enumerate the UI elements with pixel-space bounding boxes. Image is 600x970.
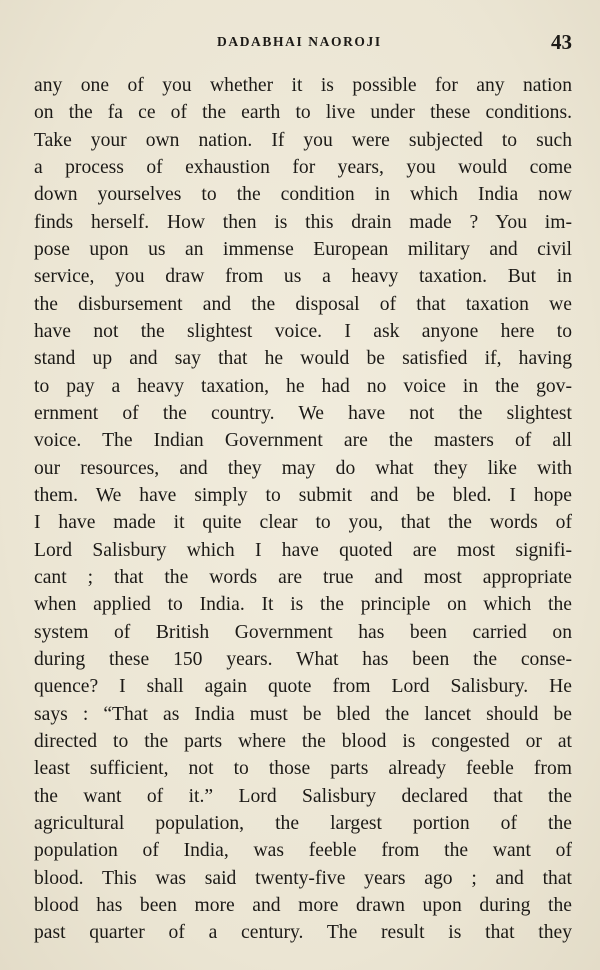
text-line: during these 150 years. What has been the conse- — [34, 648, 572, 670]
text-line: on the fa ce of the earth to live under these conditions. — [34, 102, 572, 124]
page-number: 43 — [551, 30, 572, 54]
text-line: them. We have simply to submit and be bled. I hope — [34, 484, 572, 506]
body-text — [34, 72, 572, 947]
running-title: DADABHAI NAOROJI — [217, 34, 382, 49]
text-line: a process of exhaustion for years, you would come — [34, 156, 572, 178]
text-line: least sufficient, not to those parts already feeble from — [34, 758, 572, 780]
text-line: ernment of the country. We have not the slightest — [34, 402, 572, 424]
text-line: directed to the parts where the blood is congested or at — [34, 730, 572, 752]
text-line: blood. This was said twenty-five years ago ; and that — [34, 867, 572, 889]
text-line: our resources, and they may do what they like with — [34, 457, 572, 479]
text-line: agricultural population, the largest portion of the — [34, 812, 572, 834]
text-line: stand up and say that he would be satisfied if, having — [34, 348, 572, 370]
text-line: when applied to India. It is the principle on which the — [34, 594, 572, 616]
text-line: Lord Salisbury which I have quoted are most signifi- — [34, 539, 572, 561]
text-line: any one of you whether it is possible for any nation — [34, 75, 572, 96]
text-line: population of India, was feeble from the want of — [34, 840, 572, 862]
text-line: cant ; that the words are true and most appropriate — [34, 566, 572, 588]
text-line: I have made it quite clear to you, that the words of — [34, 512, 572, 534]
text-line: system of British Government has been carried on — [34, 621, 572, 643]
text-line: blood has been more and more drawn upon during the — [34, 894, 572, 916]
text-line: past quarter of a century. The result is that they — [34, 922, 572, 944]
text-line: pose upon us an immense European military and civil — [34, 238, 572, 260]
text-line: service, you draw from us a heavy taxation. But in — [34, 266, 572, 288]
text-line: to pay a heavy taxation, he had no voice in the gov- — [34, 375, 572, 397]
running-head — [0, 30, 600, 54]
text-line: finds herself. How then is this drain made ? You im- — [34, 211, 572, 233]
text-line: Take your own nation. If you were subjected to such — [34, 129, 572, 151]
text-line: the disbursement and the disposal of that taxation we — [34, 293, 572, 315]
text-line: voice. The Indian Government are the masters of all — [34, 430, 572, 452]
text-line: have not the slightest voice. I ask anyone here to — [34, 320, 572, 342]
text-line: down yourselves to the condition in which India now — [34, 184, 572, 206]
text-line: says : “That as India must be bled the lancet should be — [34, 703, 572, 725]
text-line: the want of it.” Lord Salisbury declared that the — [34, 785, 572, 807]
text-line: quence? I shall again quote from Lord Salisbury. He — [34, 676, 572, 698]
